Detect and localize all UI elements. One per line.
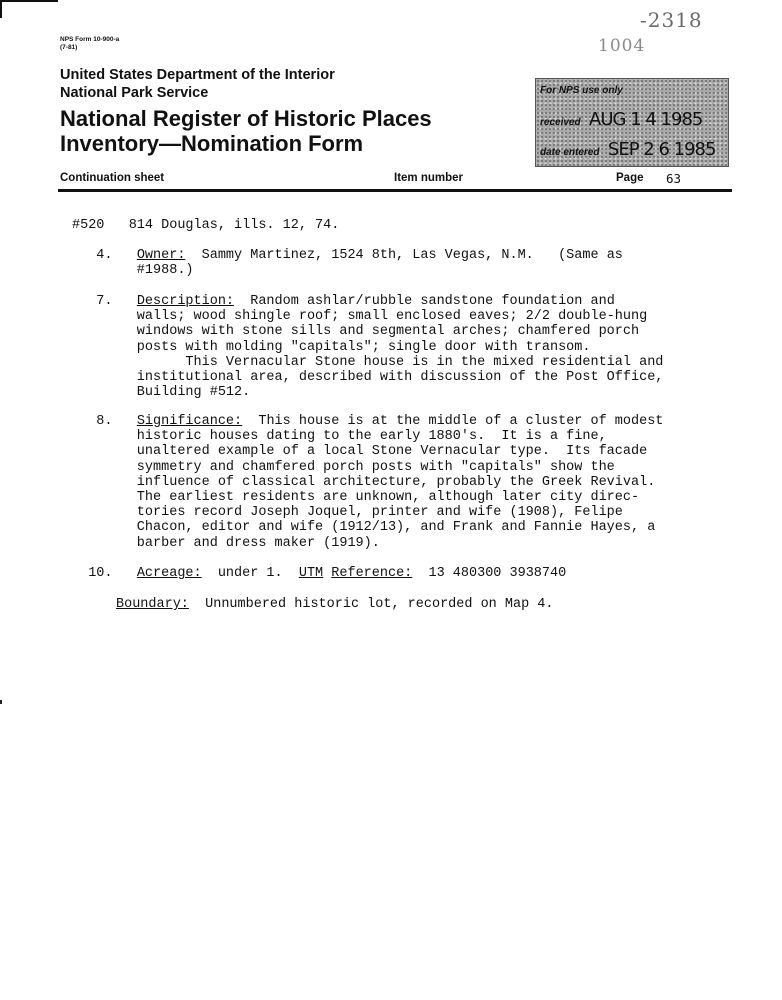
reference-label: Reference:: [331, 566, 413, 581]
form-date: (7-81): [60, 44, 78, 51]
significance-section: [72, 414, 663, 551]
boundary-section: [116, 597, 553, 612]
acreage-section: [72, 566, 566, 581]
stamp-use-only: For NPS use only: [540, 85, 623, 96]
stamp-entered-label: date entered: [540, 147, 600, 158]
agency-block: [60, 66, 335, 102]
entry-heading: #520 814 Douglas, ills. 12, 74.: [72, 218, 340, 233]
continuation-sheet-label: Continuation sheet: [60, 172, 165, 184]
stamp-received-row: [540, 109, 702, 130]
significance-number: 8.: [72, 414, 137, 429]
form-title-line1: National Register of Historic Places: [60, 106, 432, 131]
form-number: NPS Form 10-900-a: [60, 36, 120, 43]
corner-mark: [0, 0, 58, 2]
corner-mark-vertical: [0, 0, 2, 18]
department-name: United States Department of the Interior: [60, 67, 335, 83]
description-text: walls; wood shingle roof; small enclosed eaves; 2/2 double-hung windows with stone sills and segmental arches; chamfered porch posts with molding "capitals"; single door with transom. This Vernacular Stone house is in the mixed residential and institutional area, described with discussion of the Post Office, Building #512.: [136, 309, 664, 401]
significance-label: Significance:: [136, 414, 243, 429]
significance-text: historic houses dating to the early 1880's. It is a fine, unaltered example of a local Stone Vernacular type. Its facade symmetry and chamfered porch posts with "capitals" show the influence of classical architecture, probably the Greek Revival. The earliest residents are unknown, although later city direc- tories record Joseph Joquel, printer and wife (1908), Felipe Chacon, editor and wife (1912/13), and Frank and Fannie Hayes, a barber and dress maker (1919).: [136, 429, 656, 551]
stamp-entered-row: [540, 139, 715, 160]
stamp-entered-date: SEP 2 6 1985: [607, 139, 716, 160]
stamp-received-label: received: [540, 117, 581, 128]
acreage-label: Acreage:: [136, 566, 202, 581]
acreage-value: under 1.: [201, 566, 299, 581]
nps-use-only-stamp: [535, 78, 729, 167]
boundary-value: Unnumbered historic lot, recorded on Map 4.: [188, 597, 554, 612]
continuation-row: [60, 172, 732, 190]
owner-number: 4.: [72, 248, 137, 263]
owner-section: [72, 248, 623, 278]
form-title: [60, 106, 432, 156]
stamp-received-date: AUG 1 4 1985: [589, 109, 703, 130]
acreage-number: 10.: [72, 566, 137, 581]
handwritten-number-1: -2318: [640, 8, 703, 32]
boundary-label: Boundary:: [116, 597, 189, 612]
page-number: 63: [666, 171, 682, 186]
description-label: Description:: [136, 294, 235, 309]
description-section: [72, 294, 663, 400]
service-name: National Park Service: [60, 85, 209, 101]
item-number-label: Item number: [394, 172, 464, 184]
utm-value: 13 480300 3938740: [412, 566, 567, 581]
significance-line1: This house is at the middle of a cluster of modest: [242, 414, 664, 429]
page-label: Page: [616, 172, 644, 184]
margin-tick: [0, 700, 2, 704]
owner-label: Owner:: [136, 248, 186, 263]
owner-line1: Sammy Martinez, 1524 8th, Las Vegas, N.M. (Same as: [185, 248, 623, 263]
handwritten-number-2: 1004: [598, 36, 646, 56]
header-rule: [58, 189, 732, 192]
description-number: 7.: [72, 294, 137, 309]
utm-label: UTM: [298, 566, 324, 581]
form-number-block: [60, 36, 119, 52]
owner-line2: #1988.): [72, 263, 194, 279]
description-line1: Random ashlar/rubble sandstone foundation and: [234, 294, 615, 309]
form-title-line2: Inventory—Nomination Form: [60, 131, 364, 156]
